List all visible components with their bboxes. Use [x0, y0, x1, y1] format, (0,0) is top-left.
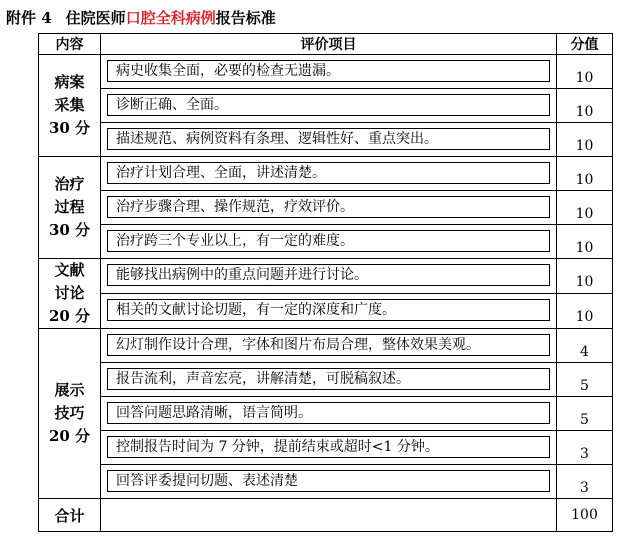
table-row	[39, 123, 613, 157]
criteria-text: 治疗跨三个专业以上，有一定的难度。	[107, 230, 550, 252]
table-row	[39, 89, 613, 123]
category-name-line2: 技巧	[54, 404, 85, 422]
category-name-line1: 病案	[54, 73, 85, 91]
table-row	[39, 55, 613, 89]
table-header-row	[39, 34, 613, 55]
table-row	[39, 225, 613, 259]
criteria-cell	[101, 123, 557, 157]
score-cell: 10	[557, 294, 613, 329]
category-name-line1: 治疗	[54, 175, 85, 193]
criteria-text: 控制报告时间为 7 分钟，提前结束或超时<1 分钟。	[107, 436, 550, 458]
score-cell: 5	[557, 397, 613, 431]
table-body	[39, 55, 613, 532]
criteria-cell	[101, 363, 557, 397]
score-cell: 10	[557, 157, 613, 191]
criteria-text: 描述规范、病例资料有条理、逻辑性好、重点突出。	[107, 128, 550, 150]
total-label: 合计	[39, 499, 101, 532]
header-category: 内容	[39, 34, 101, 55]
score-cell: 3	[557, 465, 613, 499]
category-name-line1: 展示	[54, 381, 85, 399]
criteria-text: 回答问题思路清晰，语言简明。	[107, 402, 550, 424]
score-cell: 3	[557, 431, 613, 465]
category-points: 30 分	[48, 221, 91, 239]
criteria-cell	[101, 465, 557, 499]
criteria-text: 治疗计划合理、全面，讲述清楚。	[107, 162, 550, 184]
table-row	[39, 363, 613, 397]
criteria-cell	[101, 157, 557, 191]
criteria-cell	[101, 431, 557, 465]
table-row	[39, 157, 613, 191]
criteria-text: 幻灯制作设计合理，字体和图片布局合理，整体效果美观。	[107, 334, 550, 356]
criteria-cell	[101, 225, 557, 259]
criteria-cell	[101, 191, 557, 225]
table-row	[39, 465, 613, 499]
category-name-line2: 讨论	[54, 284, 85, 302]
criteria-cell	[101, 397, 557, 431]
criteria-text: 报告流利，声音宏亮，讲解清楚，可脱稿叙述。	[107, 368, 550, 390]
title-prefix: 住院医师	[65, 9, 126, 27]
criteria-cell	[101, 259, 557, 294]
document-title	[6, 6, 276, 30]
table-row	[39, 259, 613, 294]
attachment-label: 附件 4	[6, 9, 52, 27]
score-cell: 10	[557, 89, 613, 123]
score-cell: 4	[557, 329, 613, 363]
score-cell: 10	[557, 191, 613, 225]
title-highlight: 口腔全科病例	[125, 9, 216, 27]
total-score: 100	[557, 499, 613, 532]
category-points: 20 分	[48, 427, 91, 445]
criteria-cell	[101, 89, 557, 123]
category-name-line1: 文献	[54, 261, 85, 279]
score-cell: 10	[557, 259, 613, 294]
evaluation-table	[38, 33, 613, 532]
table-row	[39, 329, 613, 363]
header-criteria: 评价项目	[101, 34, 557, 55]
table-row	[39, 397, 613, 431]
total-criteria	[101, 499, 557, 532]
criteria-cell	[101, 55, 557, 89]
header-score: 分值	[557, 34, 613, 55]
criteria-text: 能够找出病例中的重点问题并进行讨论。	[107, 264, 550, 286]
criteria-cell	[101, 329, 557, 363]
title-suffix: 报告标准	[215, 9, 276, 27]
category-cell	[39, 55, 101, 157]
table-row	[39, 294, 613, 329]
category-cell	[39, 157, 101, 259]
score-cell: 10	[557, 123, 613, 157]
score-cell: 10	[557, 225, 613, 259]
criteria-cell	[101, 294, 557, 329]
category-points: 20 分	[48, 307, 91, 325]
table-row	[39, 431, 613, 465]
score-cell: 10	[557, 55, 613, 89]
table-row	[39, 191, 613, 225]
category-name-line2: 采集	[54, 96, 85, 114]
criteria-text: 诊断正确、全面。	[107, 94, 550, 116]
criteria-text: 治疗步骤合理、操作规范，疗效评价。	[107, 196, 550, 218]
criteria-text: 病史收集全面，必要的检查无遗漏。	[107, 60, 550, 82]
score-cell: 5	[557, 363, 613, 397]
category-cell	[39, 259, 101, 329]
total-row	[39, 499, 613, 532]
criteria-text: 相关的文献讨论切题，有一定的深度和广度。	[107, 299, 550, 321]
category-cell	[39, 329, 101, 499]
criteria-text: 回答评委提问切题、表述清楚	[107, 470, 550, 492]
category-name-line2: 过程	[54, 198, 85, 216]
category-points: 30 分	[48, 119, 91, 137]
